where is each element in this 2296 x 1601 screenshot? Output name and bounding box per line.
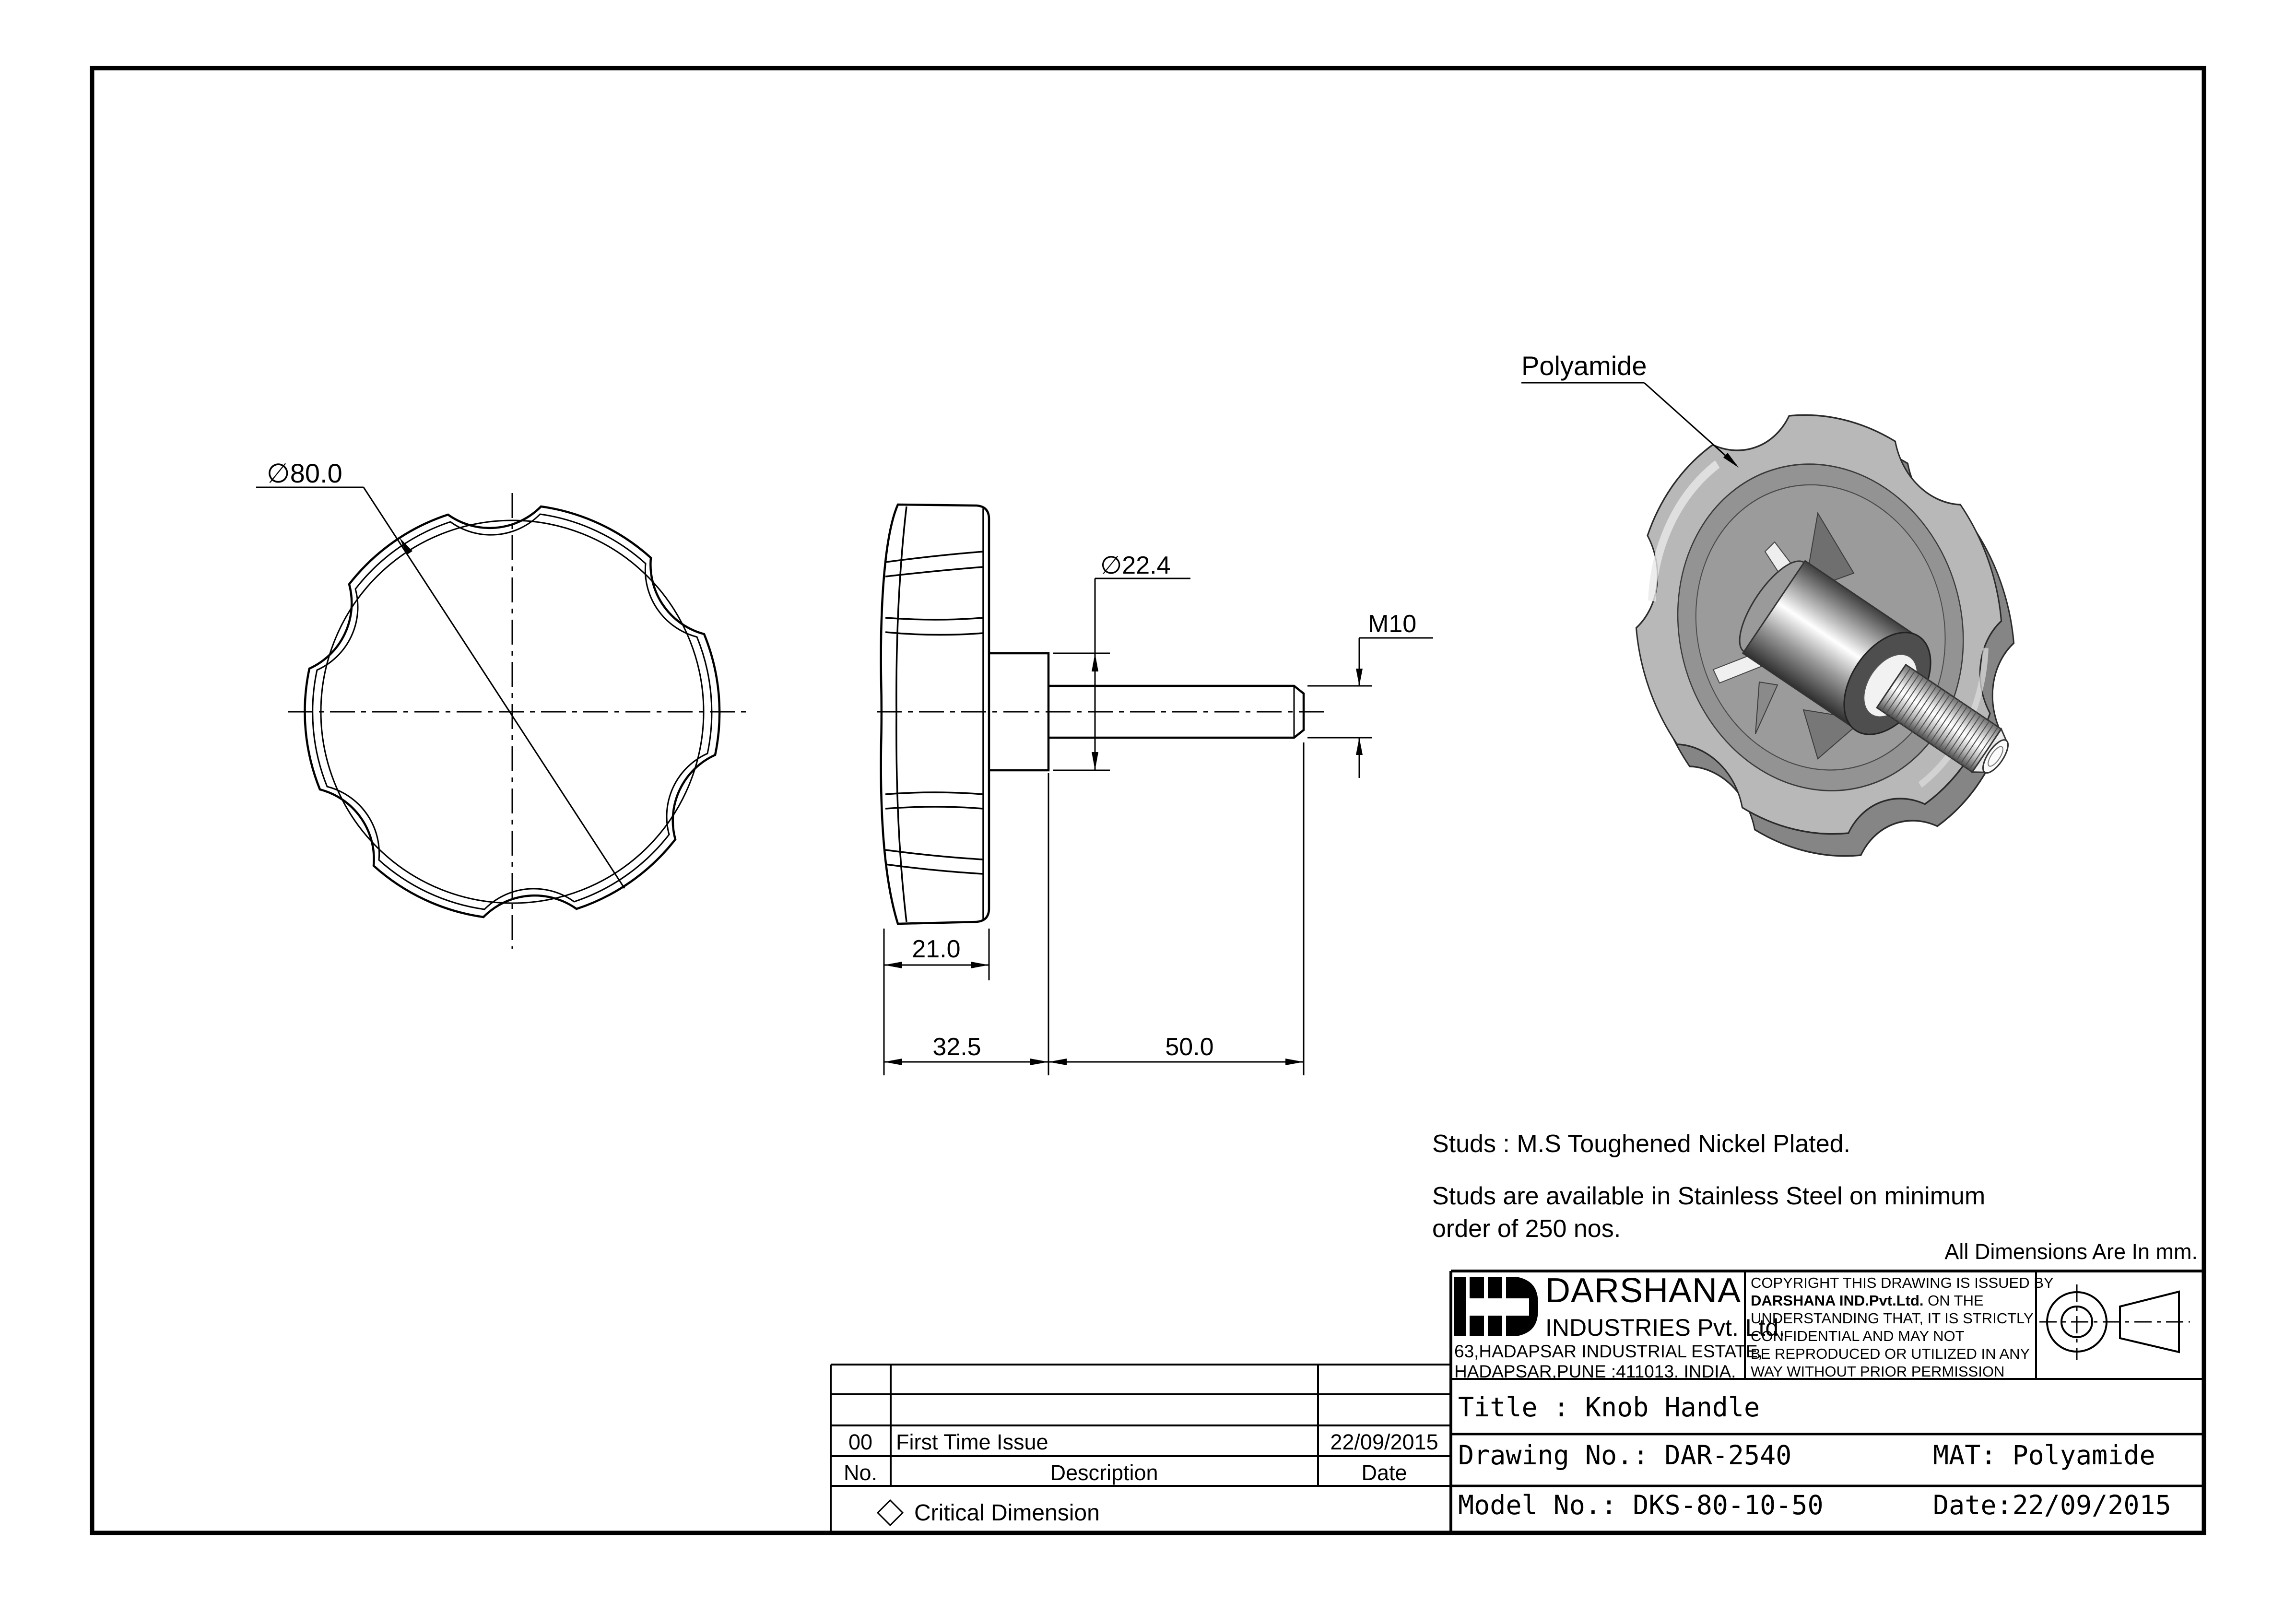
side-knob-seam-2b: [885, 632, 983, 635]
company-subtitle: INDUSTRIES Pvt. Ltd.: [1545, 1314, 1786, 1341]
front-diameter-label: ∅80.0: [267, 458, 342, 488]
total-width-arrow-left: [884, 1059, 902, 1065]
note-line3: order of 250 nos.: [1432, 1215, 1621, 1243]
hub-dim-arrow-down: [1092, 752, 1098, 770]
model-no-text: Model No.: DKS-80-10-50: [1458, 1490, 1824, 1520]
iso-view: [1521, 351, 2061, 895]
copyright-line2: [1751, 1292, 1984, 1309]
revision-cell-no: 00: [848, 1430, 873, 1454]
company-address-2: HADAPSAR,PUNE :411013. INDIA.: [1454, 1362, 1736, 1381]
company-name: DARSHANA: [1545, 1271, 1742, 1310]
thread-label: M10: [1368, 610, 1417, 638]
front-view: [256, 458, 748, 949]
side-knob-seam-1a: [885, 552, 983, 562]
copyright-line1: COPYRIGHT THIS DRAWING IS ISSUED BY: [1751, 1274, 2054, 1291]
knob-width-label: 21.0: [912, 935, 961, 963]
revision-header-no: No.: [843, 1460, 878, 1485]
knob-width-arrow-left: [884, 962, 902, 968]
date-text: Date:22/09/2015: [1933, 1490, 2171, 1520]
drawing-no-text: Drawing No.: DAR-2540: [1458, 1440, 1792, 1471]
copyright-line5: BE REPRODUCED OR UTILIZED IN ANY: [1751, 1345, 2030, 1362]
hub-dim-arrow-up: [1092, 653, 1098, 671]
logo-slot: [1466, 1298, 1529, 1316]
company-address-1: 63,HADAPSAR INDUSTRIAL ESTATE,: [1454, 1342, 1763, 1361]
stud-length-label: 50.0: [1165, 1033, 1214, 1061]
revision-cell-description: First Time Issue: [896, 1430, 1048, 1454]
side-view: [877, 505, 1433, 1075]
title-block: [1451, 1271, 2204, 1533]
side-knob-seam-2a: [885, 618, 983, 620]
stud-length-arrow-right: [1285, 1059, 1304, 1065]
side-knob-seam-3a: [885, 792, 983, 794]
notes: [1432, 1130, 2198, 1264]
side-knob-seam-3b: [885, 807, 983, 809]
title-text: Title : Knob Handle: [1458, 1392, 1760, 1423]
note-line1: Studs : M.S Toughened Nickel Plated.: [1432, 1130, 1850, 1158]
copyright-line4: CONFIDENTIAL AND MAY NOT: [1751, 1328, 1965, 1344]
darshana-logo: [1454, 1277, 1538, 1336]
copyright-line3: UNDERSTANDING THAT, IT IS STRICTLY: [1751, 1310, 2034, 1327]
copyright-line2-bold: DARSHANA IND.Pvt.Ltd.: [1751, 1292, 1924, 1309]
side-knob-facet-line: [896, 506, 907, 922]
side-knob-seam-4b: [885, 864, 983, 874]
critical-dimension-label: Critical Dimension: [914, 1500, 1100, 1526]
material-label: Polyamide: [1521, 351, 1647, 381]
hub-diameter-label: ∅22.4: [1100, 552, 1171, 579]
note-line2: Studs are available in Stainless Steel on minimum: [1432, 1182, 1986, 1210]
stud-length-arrow-left: [1048, 1059, 1067, 1065]
copyright-notice: [1751, 1274, 2054, 1380]
critical-dimension-icon: [878, 1500, 903, 1525]
total-width-arrow-right: [1030, 1059, 1048, 1065]
copyright-line2-rest: ON THE: [1923, 1292, 1984, 1309]
logo-bar: [1454, 1277, 1466, 1336]
revision-cell-date: 22/09/2015: [1330, 1430, 1438, 1454]
revision-table: [831, 1365, 1451, 1533]
revision-header-description: Description: [1050, 1460, 1158, 1485]
front-diameter-leader-line: [364, 487, 624, 888]
thread-dim-arrow-up: [1356, 738, 1363, 755]
projection-symbol: [2039, 1284, 2190, 1360]
material-leader-line: [1644, 383, 1736, 465]
material-text: MAT: Polyamide: [1933, 1440, 2155, 1471]
revision-header-date: Date: [1361, 1460, 1407, 1485]
thread-dim-arrow-down: [1356, 669, 1363, 686]
total-width-label: 32.5: [932, 1033, 981, 1061]
knob-width-arrow-right: [971, 962, 989, 968]
copyright-line6: WAY WITHOUT PRIOR PERMISSION: [1751, 1363, 2005, 1380]
units-note: All Dimensions Are In mm.: [1944, 1239, 2198, 1264]
